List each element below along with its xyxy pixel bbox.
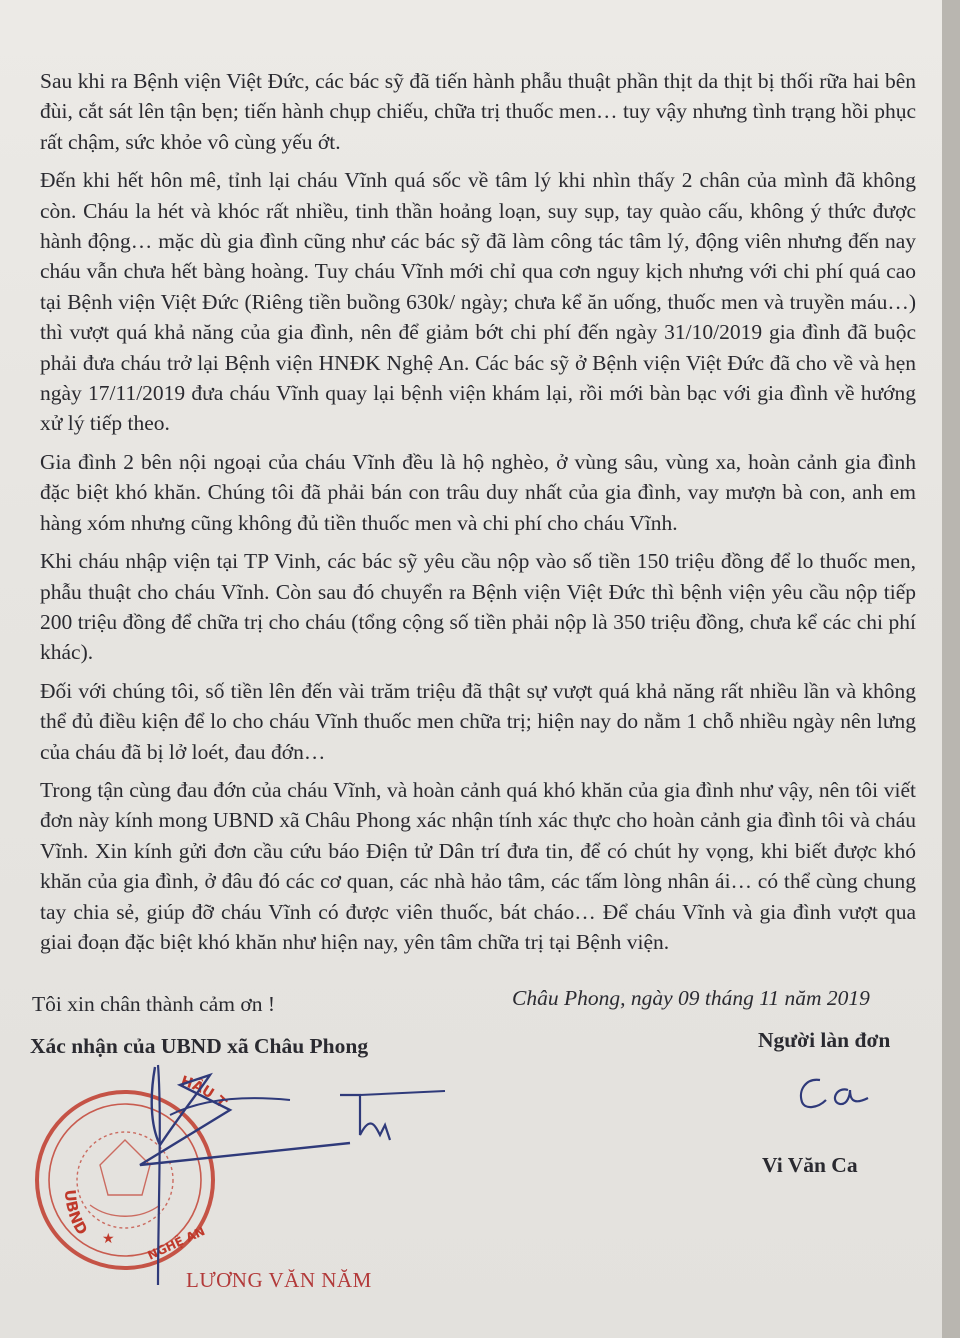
stamp-star-icon: ★	[102, 1232, 115, 1247]
stamp-text-left: UBND	[60, 1188, 92, 1238]
paragraph: Khi cháu nhập viện tại TP Vinh, các bác sỹ yêu cầu nộp vào số tiền 150 triệu đồng để lo thuốc men, phẫu thuật cho cháu Vĩnh. Còn sau đó chuyển ra Bệnh viện Việt Đức thì bệnh viện yêu cầu nộp tiếp 200 triệu đồng để chữa trị cho cháu (tổng cộng số tiền phải nộp là 350 triệu đồng, chưa kể các chi phí khác).	[40, 549, 916, 665]
applicant-signature-icon	[790, 1068, 880, 1118]
svg-text:UBND	[61, 1189, 91, 1238]
stamp-text-right: HÂU T	[178, 1073, 230, 1112]
paragraph: Đối với chúng tôi, số tiền lên đến vài trăm triệu đã thật sự vượt quá khả năng rất nhiều lần và không thể đủ điều kiện để lo cho cháu Vĩnh thuốc men chữa trị; hiện nay do nằm 1 chỗ nhiều ngày nên lưng của cháu đã bị lở loét, đau đớn…	[40, 678, 916, 764]
thanks-line: Tôi xin chân thành cảm ơn !	[32, 992, 276, 1016]
page-edge	[942, 0, 960, 1338]
official-signature-icon	[140, 1065, 445, 1285]
paragraph: Đến khi hết hôn mê, tỉnh lại cháu Vĩnh quá sốc về tâm lý khi nhìn thấy 2 chân của mình đã không còn. Cháu la hét và khóc rất nhiều, tinh thần hoảng loạn, suy sụp, tay quào cấu, không ý thức được hành động… mặc dù gia đình cũng như các bác sỹ đã làm công tác tâm lý, động viên nhưng đến nay cháu vẫn chưa hết bàng hoàng. Tuy cháu Vĩnh mới chỉ qua cơn nguy kịch nhưng với chi phí quá cao tại Bệnh viện Việt Đức (Riêng tiền buồng 630k/ ngày; chưa kể ăn uống, thuốc men và truyền máu…) thì vượt quá khả năng của gia đình, nên để giảm bớt chi phí đến ngày 31/10/2019 gia đình đã buộc phải đưa cháu trở lại Bệnh viện HNĐK Nghệ An. Các bác sỹ ở Bệnh viện Việt Đức đã cho về và hẹn ngày 17/11/2019 đưa cháu Vĩnh quay lại bệnh viện khám lại, rồi mới bàn bạc với gia đình về hướng xử lý tiếp theo.	[40, 168, 916, 436]
confirmation-label: Xác nhận của UBND xã Châu Phong	[30, 1034, 369, 1058]
date-line: Châu Phong, ngày 09 tháng 11 năm 2019	[512, 986, 870, 1010]
letter-body	[32, 66, 916, 965]
official-name: LƯƠNG VĂN NĂM	[186, 1268, 372, 1292]
paragraph: Gia đình 2 bên nội ngoại của cháu Vĩnh đều là hộ nghèo, ở vùng sâu, vùng xa, hoàn cảnh gia đình đặc biệt khó khăn. Chúng tôi đã phải bán con trâu duy nhất của gia đình, vay mượn bà con, anh em hàng xóm nhưng cũng không đủ tiền thuốc men và chi phí cho cháu Vĩnh.	[40, 449, 916, 535]
red-stamp-icon	[37, 1073, 230, 1268]
stamp-text-province: NGHỆ AN	[145, 1223, 208, 1263]
applicant-label: Người làn đơn	[758, 1028, 891, 1052]
paragraph: Sau khi ra Bệnh viện Việt Đức, các bác sỹ đã tiến hành phẫu thuật phần thịt da thịt bị thối rữa hai bên đùi, cắt sát lên tận bẹn; tiến hành chụp chiếu, chữa trị thuốc men… tuy vậy nhưng tình trạng hồi phục rất chậm, sức khỏe vô cùng yếu ớt.	[40, 69, 916, 154]
applicant-name: Vi Văn Ca	[762, 1153, 858, 1177]
paragraph: Trong tận cùng đau đớn của cháu Vĩnh, và hoàn cảnh quá khó khăn của gia đình như vậy, nên tôi viết đơn này kính mong UBND xã Châu Phong xác nhận tính xác thực cho hoàn cảnh gia đình tôi và cháu Vĩnh. Xin kính gửi đơn cầu cứu báo Điện tử Dân trí đưa tin, để có chút hy vọng, khi biết được khó khăn của gia đình, ở đâu đó các cơ quan, các nhà hảo tâm, các tấm lòng nhân ái… có thể cùng chung tay chia sẻ, giúp đỡ cháu Vĩnh có được viên thuốc, bát cháo… Để cháu Vĩnh và gia đình vượt qua giai đoạn đặc biệt khó khăn như hiện nay, yên tâm chữa trị tại Bệnh viện.	[40, 777, 916, 954]
